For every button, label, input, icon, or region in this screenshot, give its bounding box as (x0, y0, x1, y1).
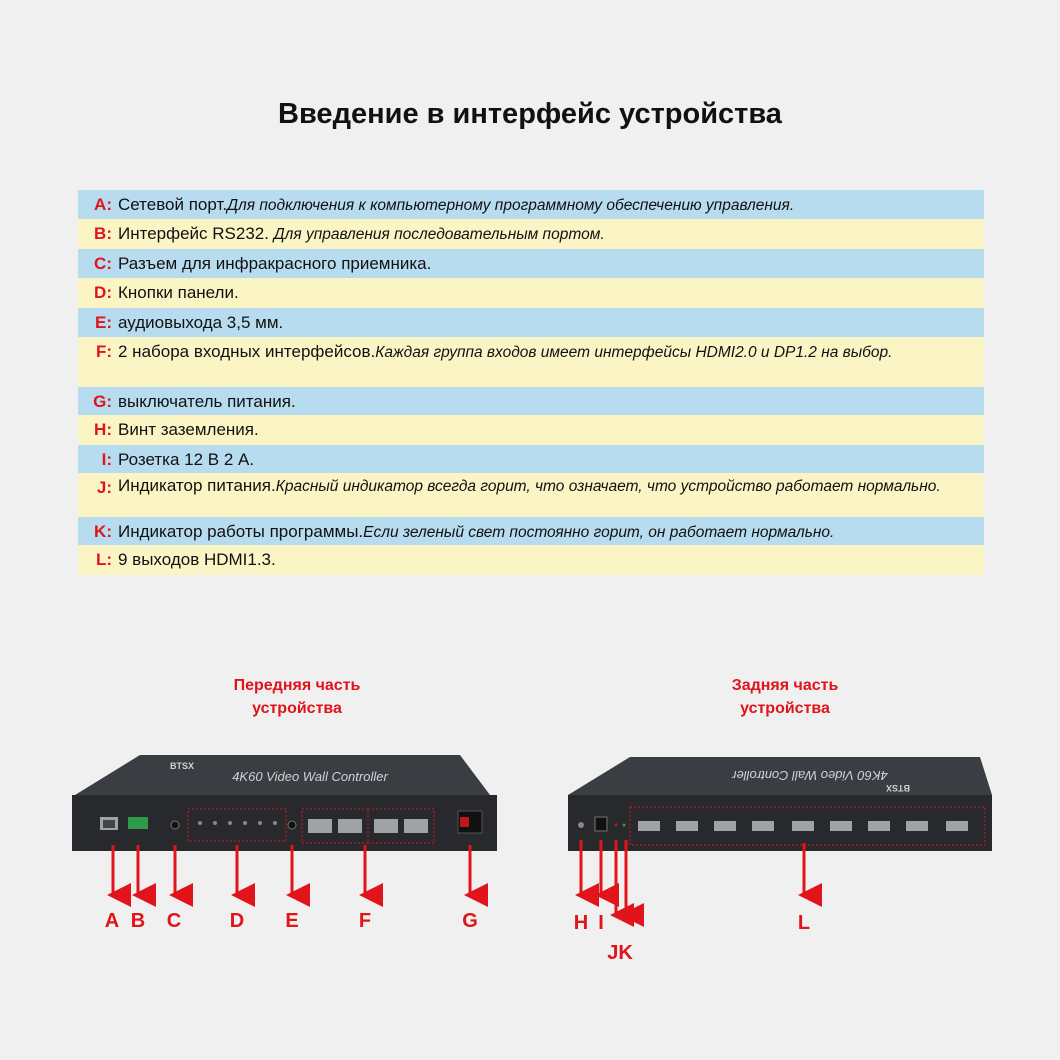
device-title-text: 4K60 Video Wall Controller (732, 768, 888, 783)
spec-row-b (78, 219, 984, 249)
row-desc: Для управления последовательным портом. (273, 226, 605, 243)
front-device-image (60, 745, 510, 965)
spec-row-k (78, 517, 984, 545)
spec-row-d (78, 278, 984, 308)
spec-row-h (78, 415, 984, 445)
run-led-icon (623, 824, 626, 827)
interface-spec-table (78, 190, 984, 575)
spec-row-c (78, 249, 984, 278)
row-letter: J: (96, 478, 112, 497)
row-main: 9 выходов HDMI1.3. (118, 550, 276, 569)
marker-d: D (229, 910, 245, 932)
marker-b: B (130, 910, 146, 932)
row-main: Винт заземления. (118, 420, 259, 439)
marker-c: C (166, 910, 182, 932)
row-main: выключатель питания. (118, 392, 296, 411)
spec-row-l (78, 545, 984, 575)
row-letter: H: (94, 420, 112, 439)
row-letter: F: (95, 342, 112, 361)
spec-row-g (78, 387, 984, 415)
hdmi-output-ports (638, 821, 968, 831)
rs232-port-icon (128, 817, 148, 829)
row-letter: D: (94, 283, 112, 302)
row-letter: I: (101, 450, 112, 469)
row-letter: A: (94, 195, 112, 214)
spec-row-f (78, 337, 984, 387)
marker-g: G (462, 910, 478, 932)
front-label-line2: устройства (252, 700, 342, 717)
brand-logo: BTSX (885, 783, 910, 793)
power-led-icon (615, 824, 618, 827)
marker-a: A (104, 910, 120, 932)
row-main: Сетевой порт. (118, 195, 228, 214)
row-main: Интерфейс RS232. (118, 224, 274, 243)
spec-row-e (78, 308, 984, 337)
row-main: Розетка 12 В 2 А. (118, 450, 255, 469)
marker-f: F (358, 910, 372, 932)
page-title: Введение в интерфейс устройства (278, 98, 782, 130)
ground-screw-icon (578, 822, 584, 828)
row-main: Разъем для инфракрасного приемника. (118, 254, 432, 273)
device-back-face (568, 795, 992, 851)
row-main: Индикатор питания. (118, 476, 276, 495)
row-main: 2 набора входных интерфейсов. (118, 342, 376, 361)
marker-jk: JK (607, 942, 633, 964)
dc-jack-icon (595, 817, 607, 831)
back-device-image (560, 745, 1000, 975)
row-letter: L: (95, 550, 112, 569)
marker-l: L (797, 912, 811, 934)
row-letter: E: (95, 313, 112, 332)
back-label-line1: Задняя часть (731, 677, 839, 694)
audio-out-icon (288, 821, 296, 829)
back-label-line2: устройства (740, 700, 830, 717)
row-letter: G: (93, 392, 112, 411)
spec-row-i (78, 445, 984, 473)
front-section-label (197, 674, 397, 720)
ir-receiver-icon (171, 821, 179, 829)
marker-e: E (285, 910, 299, 932)
row-main: Кнопки панели. (118, 283, 239, 302)
row-main: Индикатор работы программы. (118, 522, 364, 541)
row-letter: C: (94, 254, 112, 273)
spec-row-j (78, 473, 984, 517)
row-desc: Если зеленый свет постоянно горит, он работает нормально. (363, 524, 835, 541)
spec-row-a (78, 190, 984, 219)
front-label-line1: Передняя часть (233, 677, 361, 694)
row-desc: Каждая группа входов имеет интерфейсы HDMI2.0 и DP1.2 на выбор. (375, 344, 893, 361)
marker-h: H (573, 912, 589, 934)
row-letter: K: (94, 522, 112, 541)
marker-i: I (598, 912, 604, 934)
row-desc: Для подключения к компьютерному программному обеспечению управления. (227, 197, 795, 214)
device-title-text: 4K60 Video Wall Controller (232, 769, 388, 784)
brand-logo: BTSX (170, 761, 195, 771)
row-main: аудиовыхода 3,5 мм. (118, 313, 284, 332)
row-letter: B: (94, 224, 112, 243)
row-desc: Красный индикатор всегда горит, что означает, что устройство работает нормально. (275, 478, 941, 495)
back-section-label (685, 674, 885, 720)
